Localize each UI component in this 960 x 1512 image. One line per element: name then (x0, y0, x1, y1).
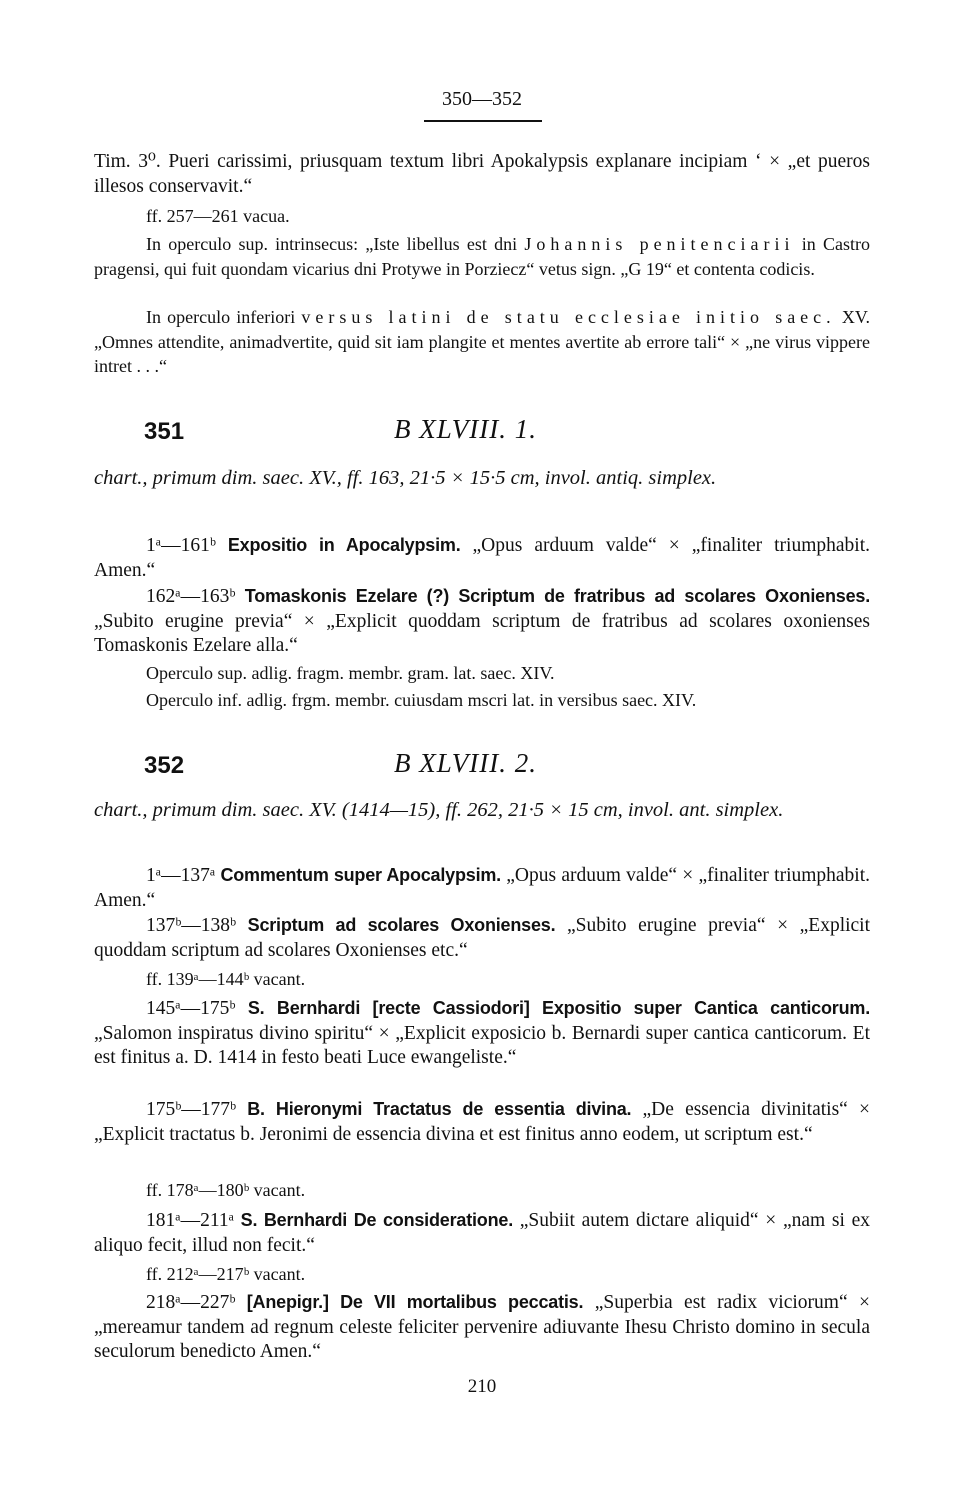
entry-351-number: 351 (144, 418, 185, 445)
running-header: 350—352 (442, 88, 522, 110)
entry-352-item-6: 218ᵃ—227ᵇ [Anepigr.] De VII mortalibus peccatis. „Superbia est radix viciorum“ × „mereamur tandem ad regnum celeste feliciter pervenire adiuvante Ihesu Christo domino in secula seculorum benedicto Amen.“ (94, 1292, 870, 1362)
entry-352-item-4: 175ᵇ—177ᵇ B. Hieronymi Tractatus de essentia divina. „De essencia divinitatis“ × „Explicit tractatus b. Jeronimi de essencia divina et est finitus anno eodem, ut scriptum est.“ (94, 1099, 870, 1145)
entry-351-item-2: 162ᵃ—163ᵇ Tomaskonis Ezelare (?) Scriptum de fratribus ad scolares Oxonienses. „Subito erugine previa“ × „Explicit quoddam scriptum de fratribus ad scolares oxonienses Tomaskonis Ezelare alla.“ (94, 586, 870, 656)
entry-351-physical-description: chart., primum dim. saec. XV., ff. 163, 21·5 × 15·5 cm, invol. antiq. simplex. (94, 467, 717, 489)
header-rule (424, 120, 542, 122)
page-number: 210 (467, 1376, 497, 1397)
entry-351-note-1: Operculo sup. adlig. fragm. membr. gram. lat. saec. XIV. (146, 663, 555, 683)
entry-352-vacant-1: ff. 139ᵃ—144ᵇ vacant. (146, 969, 306, 989)
entry-352-number: 352 (144, 752, 185, 779)
entry-352-vacant-2: ff. 178ᵃ—180ᵇ vacant. (146, 1180, 306, 1200)
entry-350-verses-note: In operculo inferiori versus latini de statu ecclesiae initio saec. XV. „Omnes attendite, animadvertite, quid sit iam plangite et mentes avertite ab errore tali“ × „ne virus vippere intret . . .“ (94, 307, 870, 376)
entry-352-item-3: 145ᵃ—175ᵇ S. Bernhardi [recte Cassiodori] Expositio super Cantica canticorum. „Salomon inspiratus divino spiritu“ × „Explicit exposicio b. Bernardi super cantica canticorum. Et est finitus a. D. 1414 in festo beati Luce ewangeliste.“ (94, 998, 870, 1068)
entry-351-signature: B XLVIII. 1. (394, 414, 537, 444)
entry-351-note-2: Operculo inf. adlig. frgm. membr. cuiusdam mscri lat. in versibus saec. XIV. (146, 690, 697, 710)
entry-351-item-1: 1ᵃ—161ᵇ Expositio in Apocalypsim. „Opus arduum valde“ × „finaliter triumphabit. Amen.“ (94, 535, 870, 581)
entry-350-incipit: Tim. 3⁰. Pueri carissimi, priusquam textum libri Apokalypsis explanare incipiam ‘ × „et pueros illesos conservavit.“ (94, 151, 870, 197)
entry-352-physical-description: chart., primum dim. saec. XV. (1414—15), ff. 262, 21·5 × 15 cm, invol. ant. simplex. (94, 799, 784, 821)
entry-350-cover-note: In operculo sup. intrinsecus: „Iste libellus est dni Johannis penitenciarii in Castro pragensi, qui fuit quondam vicarius dni Protywe in Porziecz“ vetus sign. „G 19“ et contenta codicis. (94, 234, 870, 279)
entry-350-vacua: ff. 257—261 vacua. (146, 206, 290, 226)
entry-352-item-5: 181ᵃ—211ᵃ S. Bernhardi De consideratione. „Subiit autem dictare aliquid“ × „nam si ex aliquo fecit, illud non fecit.“ (94, 1210, 870, 1256)
entry-352-item-2: 137ᵇ—138ᵇ Scriptum ad scolares Oxonienses. „Subito erugine previa“ × „Explicit quoddam scriptum ad scolares Oxonienses etc.“ (94, 915, 871, 961)
entry-352-signature: B XLVIII. 2. (394, 748, 537, 778)
entry-352-item-1: 1ᵃ—137ᵃ Commentum super Apocalypsim. „Opus arduum valde“ × „finaliter triumphabit. Amen.“ (94, 865, 871, 911)
entry-352-vacant-3: ff. 212ᵃ—217ᵇ vacant. (146, 1264, 306, 1284)
